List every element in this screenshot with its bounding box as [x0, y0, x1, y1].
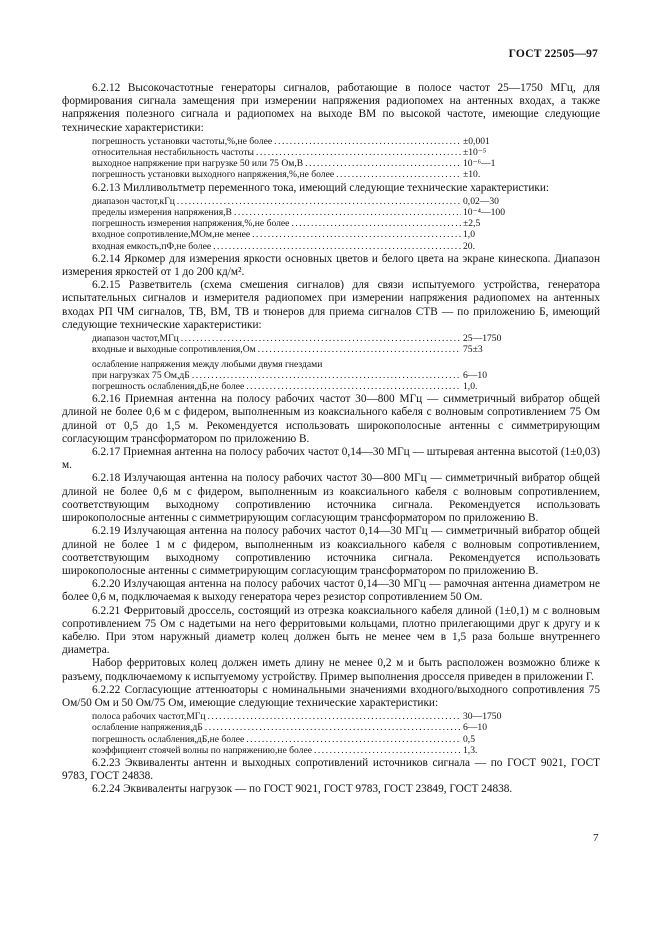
spec-row: [92, 136, 580, 147]
spec-row: [92, 381, 580, 392]
spec-value: 10⁻⁶—1: [463, 158, 496, 170]
spec-row: [92, 355, 580, 369]
spec-label: диапазон частот,кГц: [92, 195, 175, 207]
spec-value: 6—10: [463, 369, 487, 381]
spec-value: 1,3.: [463, 744, 478, 756]
spec-row: [92, 734, 580, 745]
spec-value: 20.: [463, 240, 475, 252]
spec-label: входные и выходные сопротивления,Ом: [92, 344, 256, 356]
spec-value: 1,0: [463, 229, 475, 241]
spec-row: [92, 241, 580, 252]
spec-label: входная емкость,пФ,не более: [92, 240, 212, 252]
paragraph-6-2-16: 6.2.16 Приемная антенна на полосу рабочих частот 30—800 МГц — симметричный вибратор общей длиной не более 0,6 м с фидером, выполненным из коаксиального кабеля с волновым сопротивлением 75 Ом длиной от 0,5 до 1,5 м. Рекомендуется использовать широкополосные антенны с симметрирующим согласующим трансформатором по приложению В.: [62, 393, 600, 445]
spec-value: 6—10: [463, 722, 487, 734]
page-number: 7: [593, 832, 599, 844]
spec-label: относительная нестабильность частоты: [92, 147, 254, 159]
spec-label: погрешность установки выходного напряжения,%,не более: [92, 169, 335, 181]
spec-label: погрешность измерения напряжения,%,не более: [92, 218, 290, 230]
spec-row: [92, 196, 580, 207]
spec-label: коэффициент стоячей волны по напряжению,не более: [92, 744, 312, 756]
spec-row: [92, 169, 580, 180]
spec-label: полоса рабочих частот,МГц: [92, 711, 206, 723]
spec-row: [92, 722, 580, 733]
spec-label: при нагрузках 75 Ом,дБ: [92, 369, 190, 381]
spec-label: диапазон частот,МГц: [92, 333, 179, 345]
spec-label: выходное напряжение при нагрузке 50 или 75 Ом,В: [92, 158, 304, 170]
paragraph-6-2-23: 6.2.23 Эквиваленты антенн и выходных сопротивлений источников сигнала — по ГОСТ 9021, ГОСТ 9783, ГОСТ 24838.: [62, 756, 600, 783]
spec-row: [92, 745, 580, 756]
spec-row: [92, 218, 580, 229]
spec-label: ослабление напряжения,дБ: [92, 722, 203, 734]
spec-row: [92, 333, 580, 344]
paragraph-6-2-15: 6.2.15 Разветвитель (схема смешения сигналов) для связи испытуемого устройства, генератора испытательных сигналов и измерителя радиопомех при измерении напряжения радиопомех на антенных входах РП ЧМ сигналов, ТВ, ВМ, ТВ и тюнеров для приема сигналов СТВ — по приложению Б, имеющий следующие технические характеристики:: [62, 279, 600, 331]
paragraph-6-2-12: 6.2.12 Высокочастотные генераторы сигналов, работающие в полосе частот 25—1750 МГц, для формирования сигнала замещения при измерении напряжения радиопомех на антенных входах, а также напряжения полезного сигнала и радиопомех на выходе ВМ по высокой частоте, имеющие следующие технические характеристики:: [62, 82, 600, 134]
spec-list-6-2-22: [92, 711, 580, 756]
spec-label: погрешность ослабления,дБ,не более: [92, 733, 245, 745]
spec-label: ослабление напряжения между любыми двумя гнездами: [92, 358, 323, 370]
paragraph-6-2-21-continued: Набор ферритовых колец должен иметь длину не менее 0,2 м и быть расположен возможно ближе к разъему, подключаемому к испытуемому устройству. Пример выполнения дросселя приведен в приложении Г.: [62, 657, 600, 683]
spec-value: 10⁻⁴—100: [463, 207, 505, 219]
paragraph-6-2-18: 6.2.18 Излучающая антенна на полосу рабочих частот 30—800 МГц — симметричный вибратор общей длиной не более 0,6 м с фидером, выполненным из коаксиального кабеля с волновым сопротивлением, соответствующим выходному сопротивлению источника сигнала. Рекомендуется использовать широкополосные антенны с симметрирующим согласующим трансформатором по приложению В.: [62, 472, 600, 525]
spec-label: погрешность ослабления,дБ,не более: [92, 381, 245, 393]
paragraph-6-2-24: 6.2.24 Эквиваленты нагрузок — по ГОСТ 9021, ГОСТ 9783, ГОСТ 23849, ГОСТ 24838.: [92, 783, 513, 796]
spec-value: ±10⁻⁵: [463, 147, 487, 159]
paragraph-6-2-14: 6.2.14 Яркомер для измерения яркости основных цветов и белого цвета на экране кинескопа. Диапазон измерения яркостей от 1 до 200 кд/м².: [62, 252, 600, 279]
paragraph-6-2-20: 6.2.20 Излучающая антенна на полосу рабочих частот 0,14—30 МГц — рамочная антенна диаметром не более 0,6 м, подключаемая к выходу генератора через резистор сопротивлением 50 Ом.: [62, 578, 600, 604]
spec-value: 30—1750: [463, 711, 502, 723]
spec-label: погрешность установки частоты,%,не более: [92, 135, 273, 147]
spec-value: 1,0.: [463, 381, 478, 393]
spec-row: [92, 370, 580, 381]
spec-row: [92, 207, 580, 218]
spec-value: 0,02—30: [463, 195, 499, 207]
spec-row: [92, 158, 580, 169]
standard-header: ГОСТ 22505—97: [508, 48, 598, 60]
spec-value: 25—1750: [463, 333, 502, 345]
spec-value: ±2,5: [463, 218, 481, 230]
spec-label: пределы измерения напряжения,В: [92, 207, 232, 219]
spec-value: ±10.: [463, 169, 481, 181]
spec-value: 75±3: [463, 344, 483, 356]
paragraph-6-2-17: 6.2.17 Приемная антенна на полосу рабочих частот 0,14—30 МГц — штыревая антенна высотой (1±0,03) м.: [62, 446, 600, 472]
spec-row: [92, 711, 580, 722]
document-body: [62, 82, 600, 797]
spec-value: 0,5: [463, 733, 475, 745]
spec-list-6-2-12: [92, 136, 580, 181]
spec-row: [92, 344, 580, 355]
spec-label: входное сопротивление,МОм,не менее: [92, 229, 251, 241]
spec-list-6-2-15: [92, 333, 580, 392]
paragraph-6-2-22: 6.2.22 Согласующие аттенюаторы с номинальными значениями входного/выходного сопротивления 75 Ом/50 Ом и 50 Ом/75 Ом, имеющие следующие технические характеристики:: [62, 683, 600, 709]
spec-row: [92, 147, 580, 158]
paragraph-6-2-21: 6.2.21 Ферритовый дроссель, состоящий из отрезка коаксиального кабеля длиной (1±0,1) м с волновым сопротивлением 75 Ом с надетыми на него ферритовыми кольцами, плотно прилегающими друг к другу и к кабелю. При этом наружный диаметр колец должен быть не менее чем в 1,5 раза больше внутреннего диаметра.: [62, 604, 600, 657]
spec-row: [92, 229, 580, 240]
paragraph-6-2-13: 6.2.13 Милливольтметр переменного тока, имеющий следующие технические характеристики:: [92, 181, 550, 194]
paragraph-6-2-19: 6.2.19 Излучающая антенна на полосу рабочих частот 0,14—30 МГц — симметричный вибратор общей длиной не более 1 м с фидером, выполненным из коаксиального кабеля с волновым сопротивлением, соответствующим выходному сопротивлению источника сигнала. Рекомендуется использовать широкополосные антенны с симметрирующим согласующим трансформатором по приложению В.: [62, 525, 600, 577]
spec-value: ±0,001: [463, 135, 490, 147]
spec-list-6-2-13: [92, 196, 580, 252]
